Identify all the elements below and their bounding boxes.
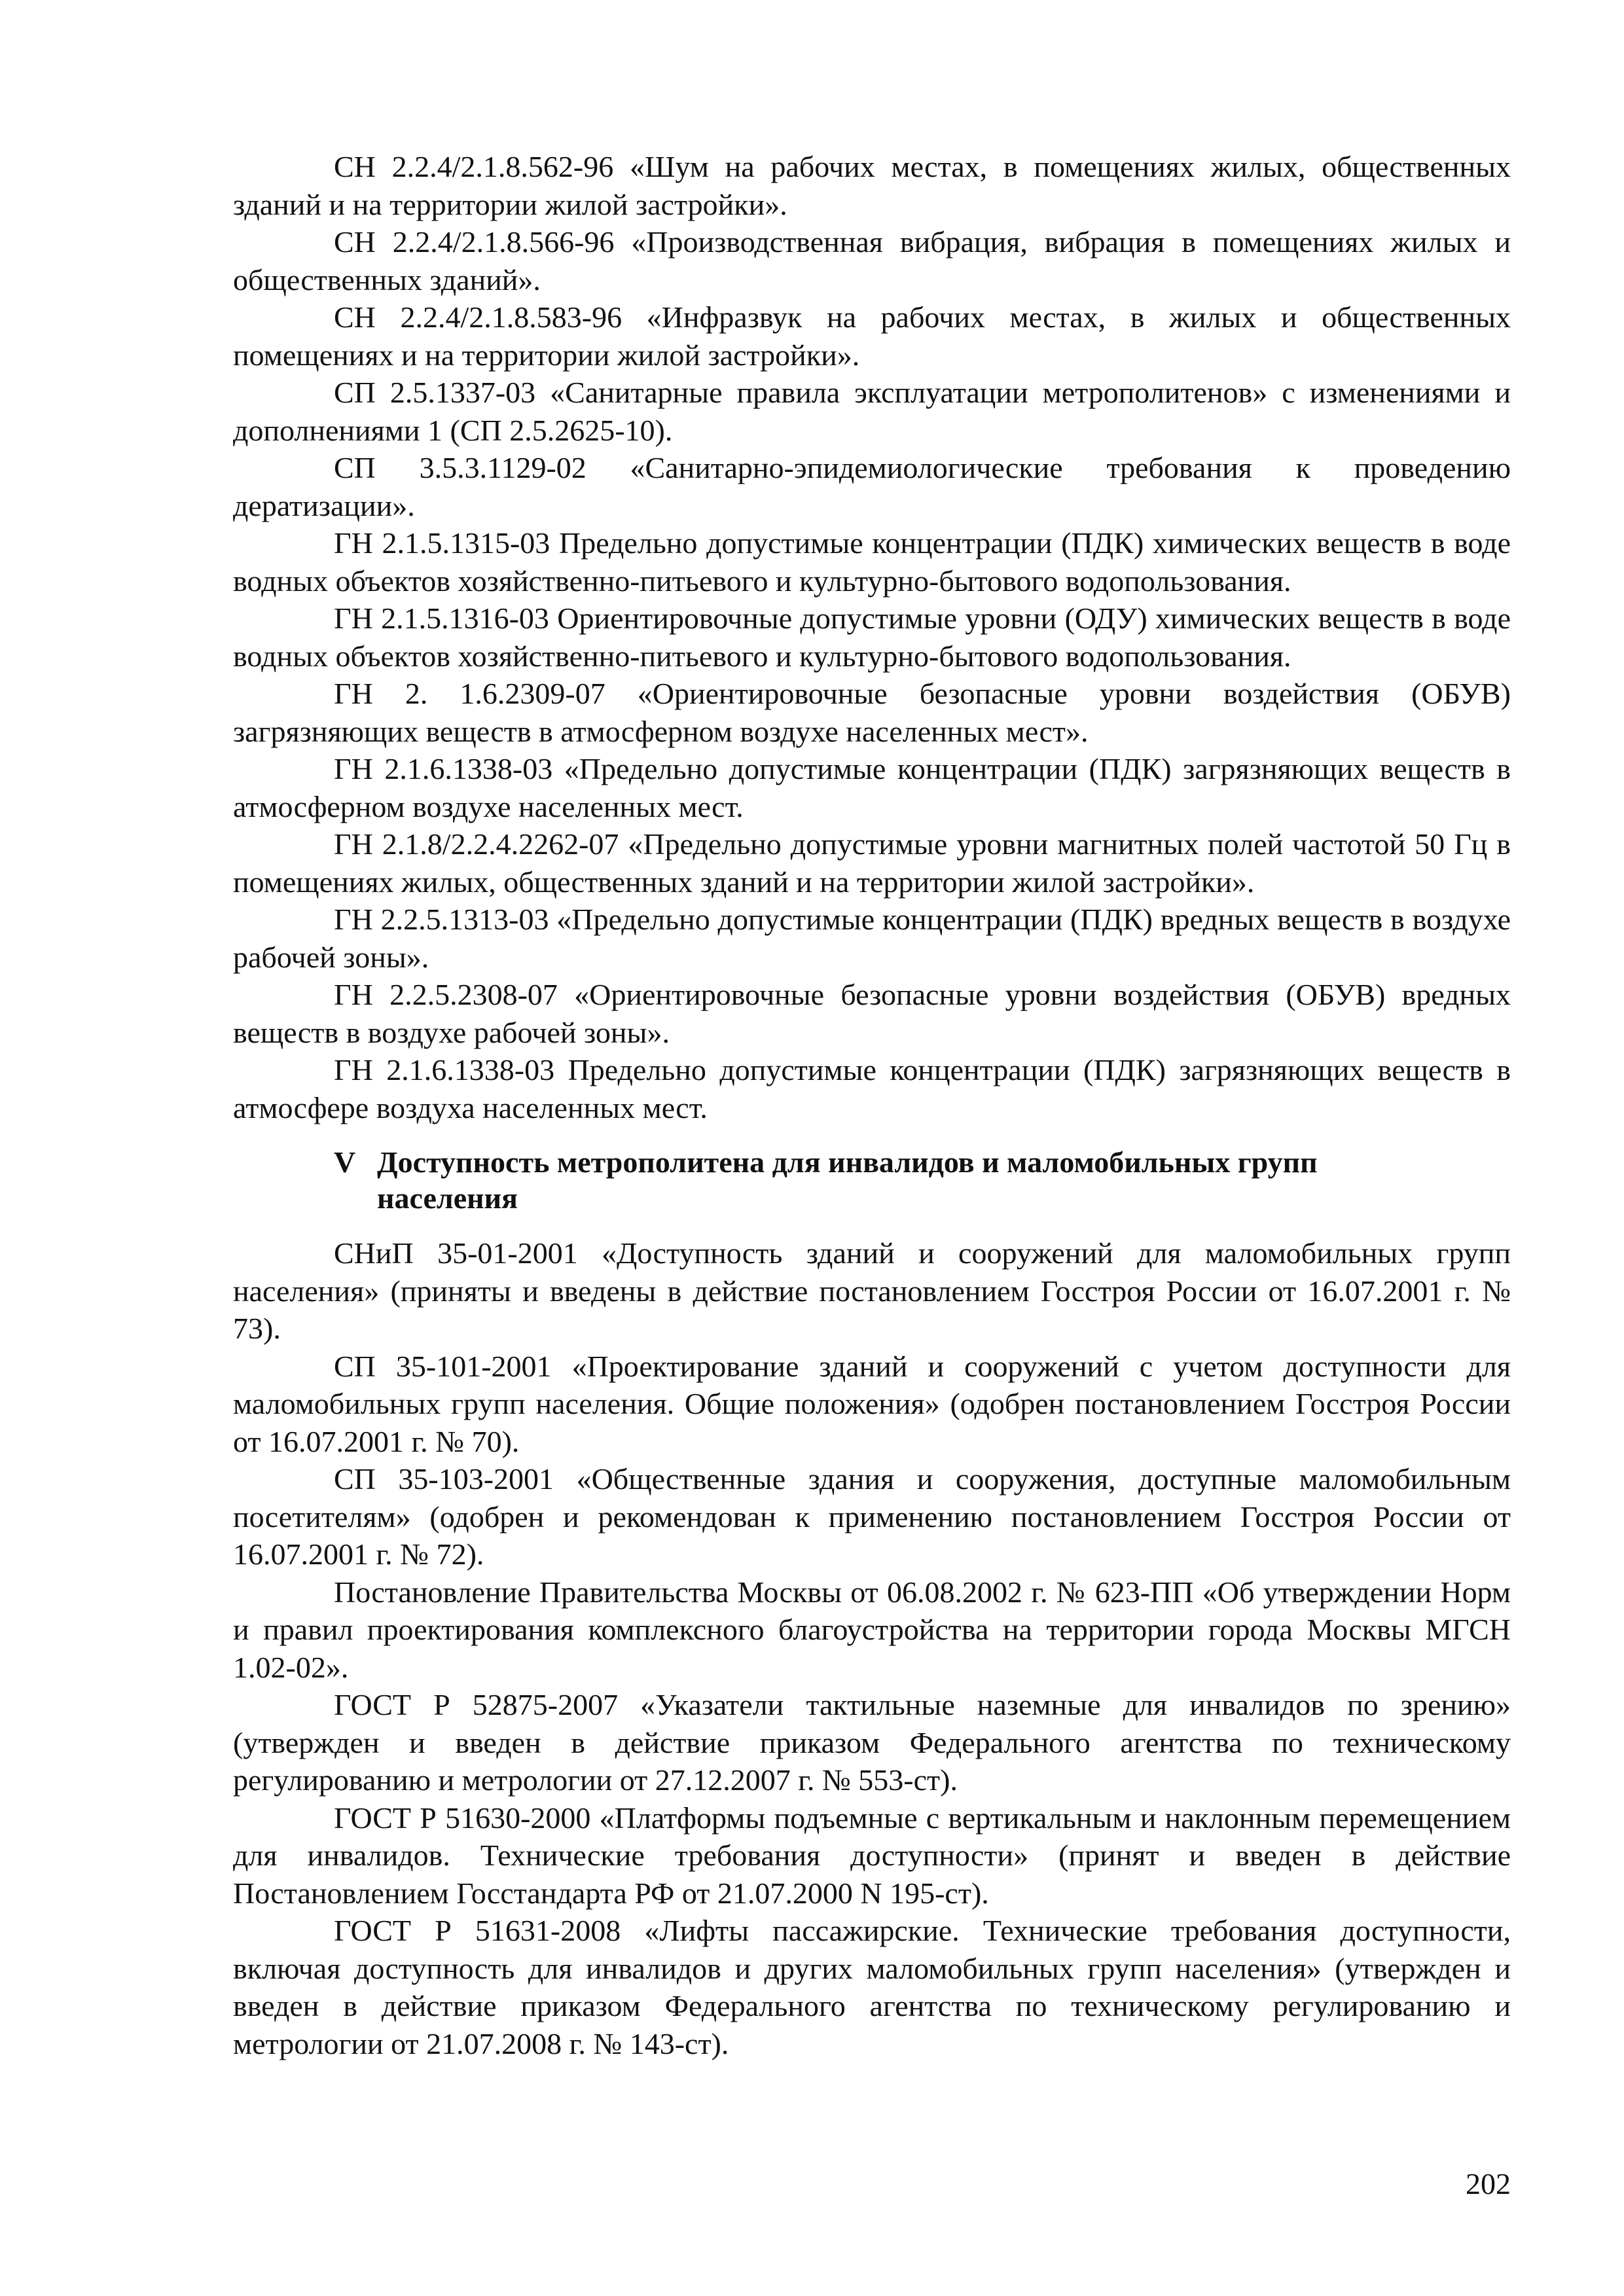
reference-paragraph: ГН 2.1.5.1316-03 Ориентировочные допустимые уровни (ОДУ) химических веществ в воде водных объектов хозяйственно-питьевого и культурно-бытового водопользования. xyxy=(233,601,1511,673)
reference-paragraph: ГН 2. 1.6.2309-07 «Ориентировочные безопасные уровни воздействия (ОБУВ) загрязняющих веществ в атмосферном воздухе населенных мест». xyxy=(233,677,1511,748)
page-number: 202 xyxy=(1466,2167,1511,2200)
reference-paragraph: ГОСТ Р 51631-2008 «Лифты пассажирские. Технические требования доступности, включая доступность для инвалидов и других маломобильных групп населения» (утвержден и введен в действие приказом Федерального агентства по техническому регулированию и метрологии от 21.07.2008 г. № 143-ст). xyxy=(233,1914,1511,2060)
reference-paragraph: СН 2.2.4/2.1.8.566-96 «Производственная вибрация, вибрация в помещениях жилых и общественных зданий». xyxy=(233,225,1511,296)
reference-paragraph: СН 2.2.4/2.1.8.562-96 «Шум на рабочих местах, в помещениях жилых, общественных зданий и на территории жилой застройки». xyxy=(233,150,1511,221)
reference-paragraph: ГОСТ Р 52875-2007 «Указатели тактильные наземные для инвалидов по зрению» (утвержден и введен в действие приказом Федерального агентства по техническому регулированию и метрологии от 27.12.2007 г. № 553-ст). xyxy=(233,1688,1511,1797)
reference-paragraph: ГН 2.2.5.1313-03 «Предельно допустимые концентрации (ПДК) вредных веществ в воздухе рабочей зоны». xyxy=(233,903,1511,974)
reference-paragraph: ГН 2.1.8/2.2.4.2262-07 «Предельно допустимые уровни магнитных полей частотой 50 Гц в помещениях жилых, общественных зданий и на территории жилой застройки». xyxy=(233,827,1511,899)
reference-paragraph: ГН 2.1.6.1338-03 «Предельно допустимые концентрации (ПДК) загрязняющих веществ в атмосферном воздухе населенных мест. xyxy=(233,752,1511,823)
document-page xyxy=(233,148,1511,2062)
section-heading xyxy=(233,1144,1511,1216)
reference-paragraph: ГН 2.2.5.2308-07 «Ориентировочные безопасные уровни воздействия (ОБУВ) вредных веществ в воздухе рабочей зоны». xyxy=(233,978,1511,1049)
section-number: V xyxy=(334,1145,356,1179)
reference-paragraph: СП 2.5.1337-03 «Санитарные правила эксплуатации метрополитенов» с изменениями и дополнениями 1 (СП 2.5.2625-10). xyxy=(233,376,1511,447)
reference-paragraph: ГН 2.1.6.1338-03 Предельно допустимые концентрации (ПДК) загрязняющих веществ в атмосфере воздуха населенных мест. xyxy=(233,1053,1511,1124)
reference-paragraph: СП 35-103-2001 «Общественные здания и сооружения, доступные маломобильным посетителям» (одобрен и рекомендован к применению постановлением Госстроя России от 16.07.2001 г. № 72). xyxy=(233,1462,1511,1571)
reference-paragraph: ГОСТ Р 51630-2000 «Платформы подъемные с вертикальным и наклонным перемещением для инвалидов. Технические требования доступности» (принят и введен в действие Постановлением Госстандарта РФ от 21.07.2000 N 195-ст). xyxy=(233,1801,1511,1910)
reference-paragraph: СНиП 35-01-2001 «Доступность зданий и сооружений для маломобильных групп населения» (приняты и введены в действие постановлением Госстроя России от 16.07.2001 г. № 73). xyxy=(233,1236,1511,1345)
reference-paragraph: Постановление Правительства Москвы от 06.08.2002 г. № 623-ПП «Об утверждении Норм и правил проектирования комплексного благоустройства на территории города Москвы МГСН 1.02-02». xyxy=(233,1575,1511,1684)
reference-paragraph: ГН 2.1.5.1315-03 Предельно допустимые концентрации (ПДК) химических веществ в воде водных объектов хозяйственно-питьевого и культурно-бытового водопользования. xyxy=(233,526,1511,598)
reference-paragraph: СН 2.2.4/2.1.8.583-96 «Инфразвук на рабочих местах, в жилых и общественных помещениях и на территории жилой застройки». xyxy=(233,300,1511,372)
section-title: Доступность метрополитена для инвалидов и маломобильных групп населения xyxy=(377,1145,1318,1215)
reference-paragraph: СП 3.5.3.1129-02 «Санитарно-эпидемиологические требования к проведению дератизации». xyxy=(233,451,1511,522)
reference-paragraph: СП 35-101-2001 «Проектирование зданий и сооружений с учетом доступности для маломобильных групп населения. Общие положения» (одобрен постановлением Госстроя России от 16.07.2001 г. № 70). xyxy=(233,1349,1511,1458)
